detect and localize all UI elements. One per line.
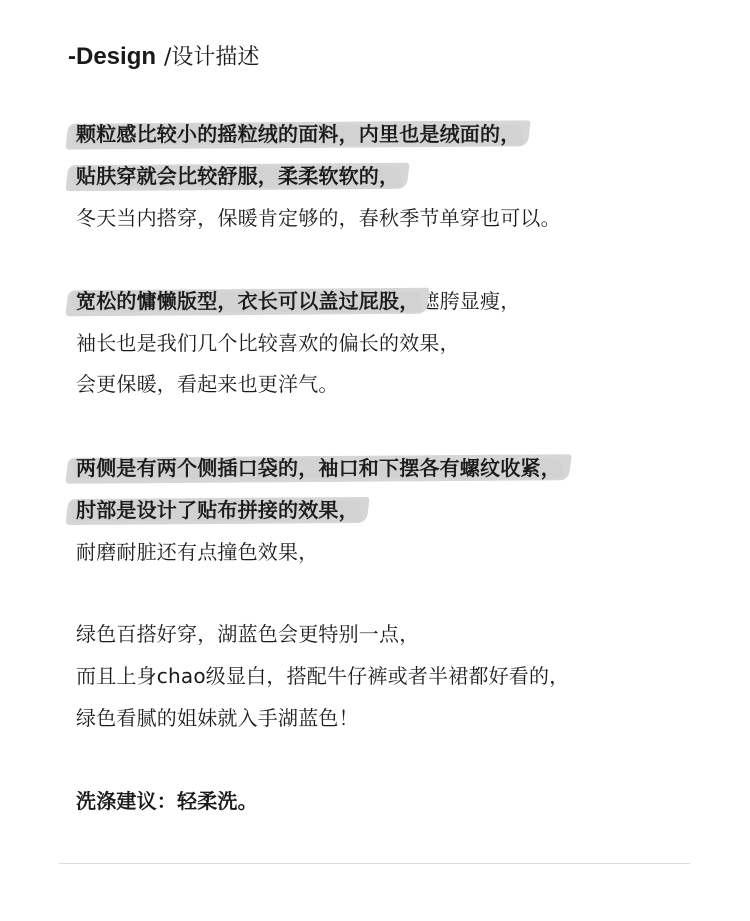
heading-english: -Design xyxy=(68,43,157,70)
p3-line-2 xyxy=(76,493,359,527)
p2-line-1 xyxy=(76,284,520,318)
section-heading xyxy=(68,40,259,74)
p4-line-2: 而且上身chao级显白，搭配牛仔裤或者半裙都好看的， xyxy=(76,664,570,688)
highlighted-text: 宽松的慵懒版型，衣长可以盖过屁股， xyxy=(76,284,419,318)
highlighted-text: 颗粒感比较小的摇粒绒的面料，内里也是绒面的， xyxy=(76,117,520,151)
bottom-divider xyxy=(59,863,690,864)
p2-line-2: 袖长也是我们几个比较喜欢的偏长的效果， xyxy=(76,331,460,355)
highlighted-text: 贴肤穿就会比较舒服，柔柔软软的， xyxy=(76,159,399,193)
p1-line-3: 冬天当内搭穿，保暖肯定够的，春秋季节单穿也可以。 xyxy=(76,206,561,230)
p2-line-3: 会更保暖，看起来也更洋气。 xyxy=(76,372,339,396)
p4-line-1: 绿色百搭好穿，湖蓝色会更特别一点， xyxy=(76,622,420,646)
p3-line-3: 耐磨耐脏还有点撞色效果， xyxy=(76,540,319,564)
heading-chinese: /设计描述 xyxy=(164,45,260,70)
p3-line-1 xyxy=(76,451,561,485)
p1-line-1 xyxy=(76,117,520,151)
highlighted-text: 肘部是设计了贴布拼接的效果， xyxy=(76,493,359,527)
p4-line-3: 绿色看腻的姐妹就入手湖蓝色！ xyxy=(76,706,359,730)
plain-text: 遮胯显瘦， xyxy=(419,289,521,313)
p1-line-2 xyxy=(76,159,399,193)
highlighted-text: 两侧是有两个侧插口袋的，袖口和下摆各有螺纹收紧， xyxy=(76,451,561,485)
care-instruction: 洗涤建议：轻柔洗。 xyxy=(76,789,258,813)
